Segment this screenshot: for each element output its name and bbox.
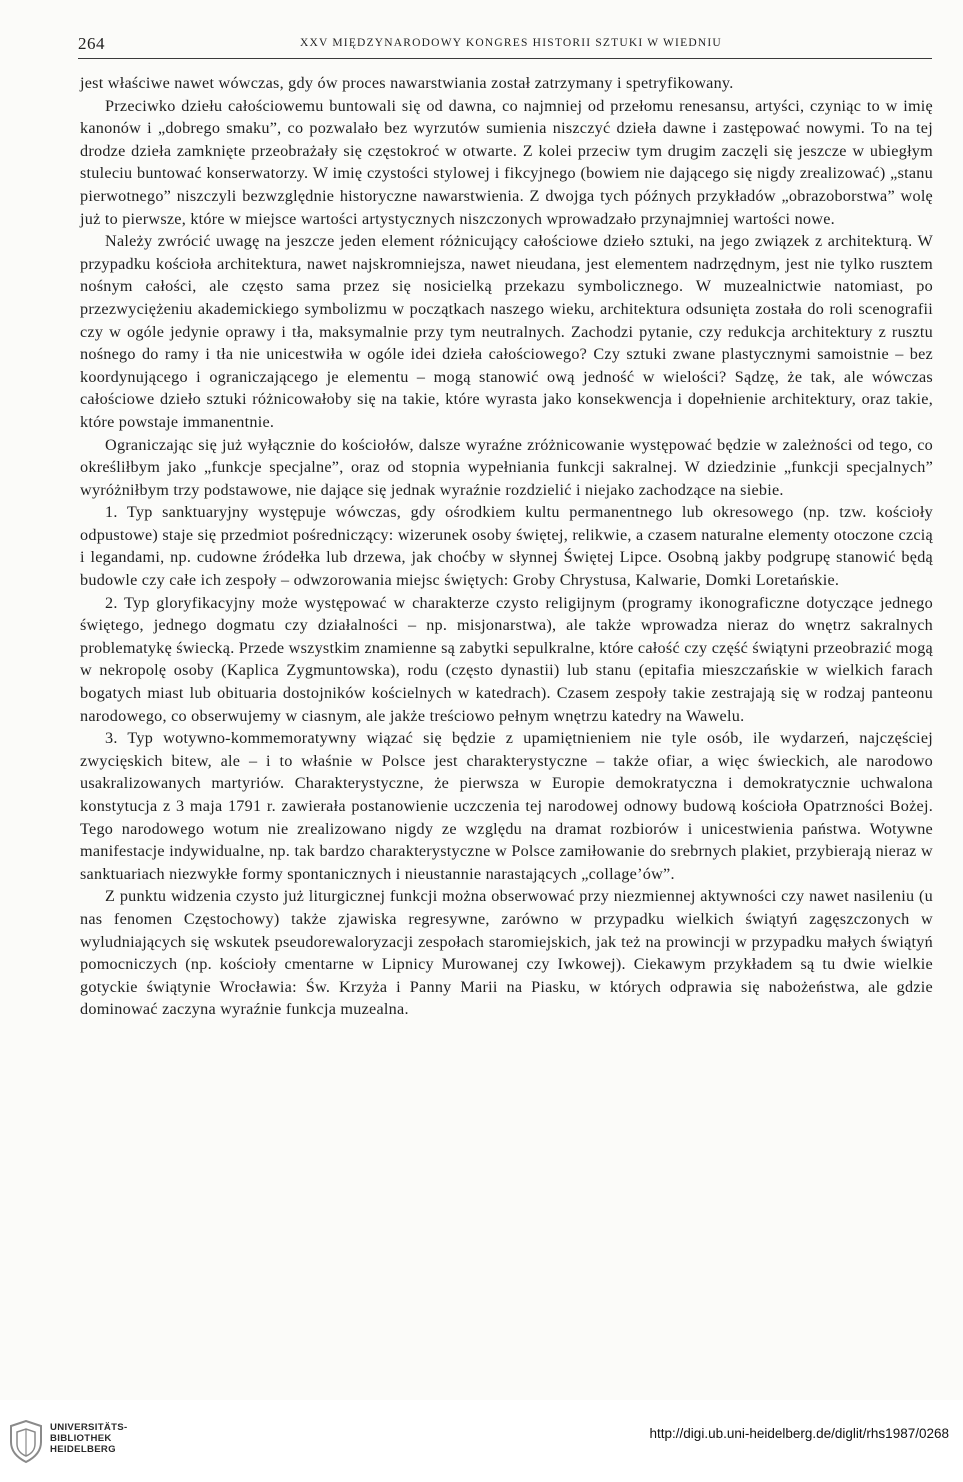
paragraph: Z punktu widzenia czysto już liturgicznej funkcji można obserwować przy niezmiennej aktywności czy nawet nasileniu (u nas fenomen Częstochowy) także zjawiska regresywne, zarówno w przypadku wielkich świątyń zagęszczonych w wyludniających się wskutek pseudorewaloryzacji zespołach staromiejskich, jak też na prowincji w przypadku małych świątyń pomocniczych (np. kościoły cmentarne w Lipnicy Murowanej czy Iwkowej). Ciekawym przykładem są tu dwie wielkie gotyckie świątynie Wrocławia: Św. Krzyża i Panny Marii na Piasku, w których odprawia się nabożeństwa, ale gdzie dominować zaczyna wyraźnie funkcja muzealna. [80,887,933,1019]
paragraph: Przeciwko dziełu całościowemu buntowali się od dawna, co najmniej od przełomu renesansu, artyści, czyniąc to w imię kanonów i „dobrego smaku”, co pozwalało bez wyrzutów sumienia niszczyć dzieła dawne i zastępować nowymi. To na tej drodze dzieła zamknięte przeobrażały się częstokroć w otwarte. Z kolei przeciw tym drugim zaczęli się jeszcze w ubiegłym stuleciu buntować konserwatorzy. W imię czystości stylowej i fikcyjnego (bowiem nie dającego się nigdy zrealizować) „stanu pierwotnego” niszczyli bezwzględnie historyczne nawarstwienia. Z dwojga tych późnych przykładów „obrazoborstwa” wolę już to pierwsze, które w miejsce wartości artystycznych niszczonych wprowadzało przynajmniej wartości nowe. [80,96,933,228]
paragraph: Ograniczając się już wyłącznie do kościołów, dalsze wyraźne zróżnicowanie występować będzie w zależności od tego, co określiłbym jako „funkcje specjalne”, oraz od stopnia wypełniania funkcji sakralnej. W dziedzinie „funkcji specjalnych” wyróżniłbym trzy podstawowe, nie dające się jednak wyraźnie rozdzielić i niejako zachodzące na siebie. [80,435,933,499]
permalink-url[interactable]: http://digi.ub.uni-heidelberg.de/diglit/rhs1987/0268 [649,1426,949,1441]
paragraph: 3. Typ wotywno-kommemoratywny wiązać się będzie z upamiętnieniem nie tyle osób, ile wydarzeń, najczęściej zwycięskich bitew, ale – i to właśnie w Polsce jest charakterystyczne – także ofiar, a więc świeckich, ale narodowo usakralizowanych martyriów. Charakterystyczne, że pierwsza w Europie demokratyczna i demokratycznie uchwalona konstytucja z 3 maja 1791 r. zawierała postanowienie uczczenia tej narodowej odnowy budową kościoła Opatrzności Bożej. Tego narodowego wotum nie zrealizowano nigdy ze względu na dramat rozbiorów i unicestwienia państwa. Wotywne manifestacje indywidualne, np. tak bardzo charakterystyczne w Polsce zamiłowanie do srebrnych plakiet, przybierają nieraz w sanktuariach niezwykłe formy spontanicznych i nieustannie narastających „collage’ów”. [80,729,933,883]
library-logo[interactable] [8,1420,158,1470]
header-rule [78,58,932,59]
logo-line: HEIDELBERG [50,1444,116,1455]
logo-line: UNIVERSITÄTS- [50,1422,128,1433]
paragraph: 2. Typ gloryfikacyjny może występować w charakterze czysto religijnym (programy ikonograficzne dotyczące jednego świętego, jednego dogmatu czy działalności – np. misjonarstwa), ale także wprowadza nieraz do wnętrz sakralnych problematykę świecką. Przede wszystkim znamienne są zabytki sepulkralne, które całość czy część świątyni przeobrazić mogą w nekropolę osoby (Kaplica Zygmuntowska), rodu (często dynastii) lub stanu (epitafia mieszczańskie w wielkich farach bogatych miast lub obituaria dostojników kościelnych w katedrach). Czasem zespoły takie zestrajają się w rodzaj panteonu narodowego, co obserwujemy w ciasnym, ale jakże treściowo pełnym wnętrzu katedry na Wawelu. [80,593,933,725]
page-number: 264 [78,34,105,53]
library-crest-icon [8,1420,44,1464]
running-title: XXV MIĘDZYNARODOWY KONGRES HISTORII SZTUKI W WIEDNIU [300,37,722,49]
page-header [78,34,934,56]
paragraph: 1. Typ sanktuaryjny występuje wówczas, gdy ośrodkiem kultu permanentnego lub okresowego (np. tzw. kościoły odpustowe) staje się przedmiot pośredniczący: wizerunek osoby świętej, relikwie, a czasem naturalne elementy otoczone czcią i legandami, np. cudowne źródełka lub drzewa, jak choćby w słynnej Świętej Lipce. Osobną jakby podgrupę stanowić będą budowle czy całe ich zespoły – odwzorowania miejsc świętych: Groby Chrystusa, Kalwarie, Domki Loretańskie. [80,503,933,590]
body-text [80,72,933,1021]
logo-line: BIBLIOTHEK [50,1433,112,1444]
paragraph: Należy zwrócić uwagę na jeszcze jeden element różnicujący całościowe dzieło sztuki, na jego związek z architekturą. W przypadku kościoła architektura, nawet najskromniejsza, nawet nieudana, jest elementem nadrzędnym, jest nie tylko rusztem nośnym całości, ale często sama przez się nosicielką przekazu symbolicznego. W muzealnictwie natomiast, po przezwyciężeniu akademickiego symbolizmu w początkach naszego wieku, architektura odsunięta została do roli scenografii czy w ogóle jedynie oprawy i tła, maksymalnie przy tym neutralnych. Zachodzi pytanie, czy redukcja architektury z rusztu nośnego do ramy i tła nie unicestwiła w ogóle idei dzieła całościowego? Czy sztuki zwane plastycznymi samoistnie – bez koordynującego i ograniczającego je elementu – mogą stanowić ową jedność w wielości? Sądzę, że tak, ale wówczas całościowe dzieło sztuki różnicowałoby się na takie, które wyrasta jako konsekwencja i dopełnienie architektury, oraz takie, które powstaje immanentnie. [80,232,933,431]
library-name [50,1422,127,1455]
viewer-footer [0,1400,963,1482]
paragraph: jest właściwe nawet wówczas, gdy ów proces nawarstwiania został zatrzymany i spetryfikowany. [80,74,734,92]
